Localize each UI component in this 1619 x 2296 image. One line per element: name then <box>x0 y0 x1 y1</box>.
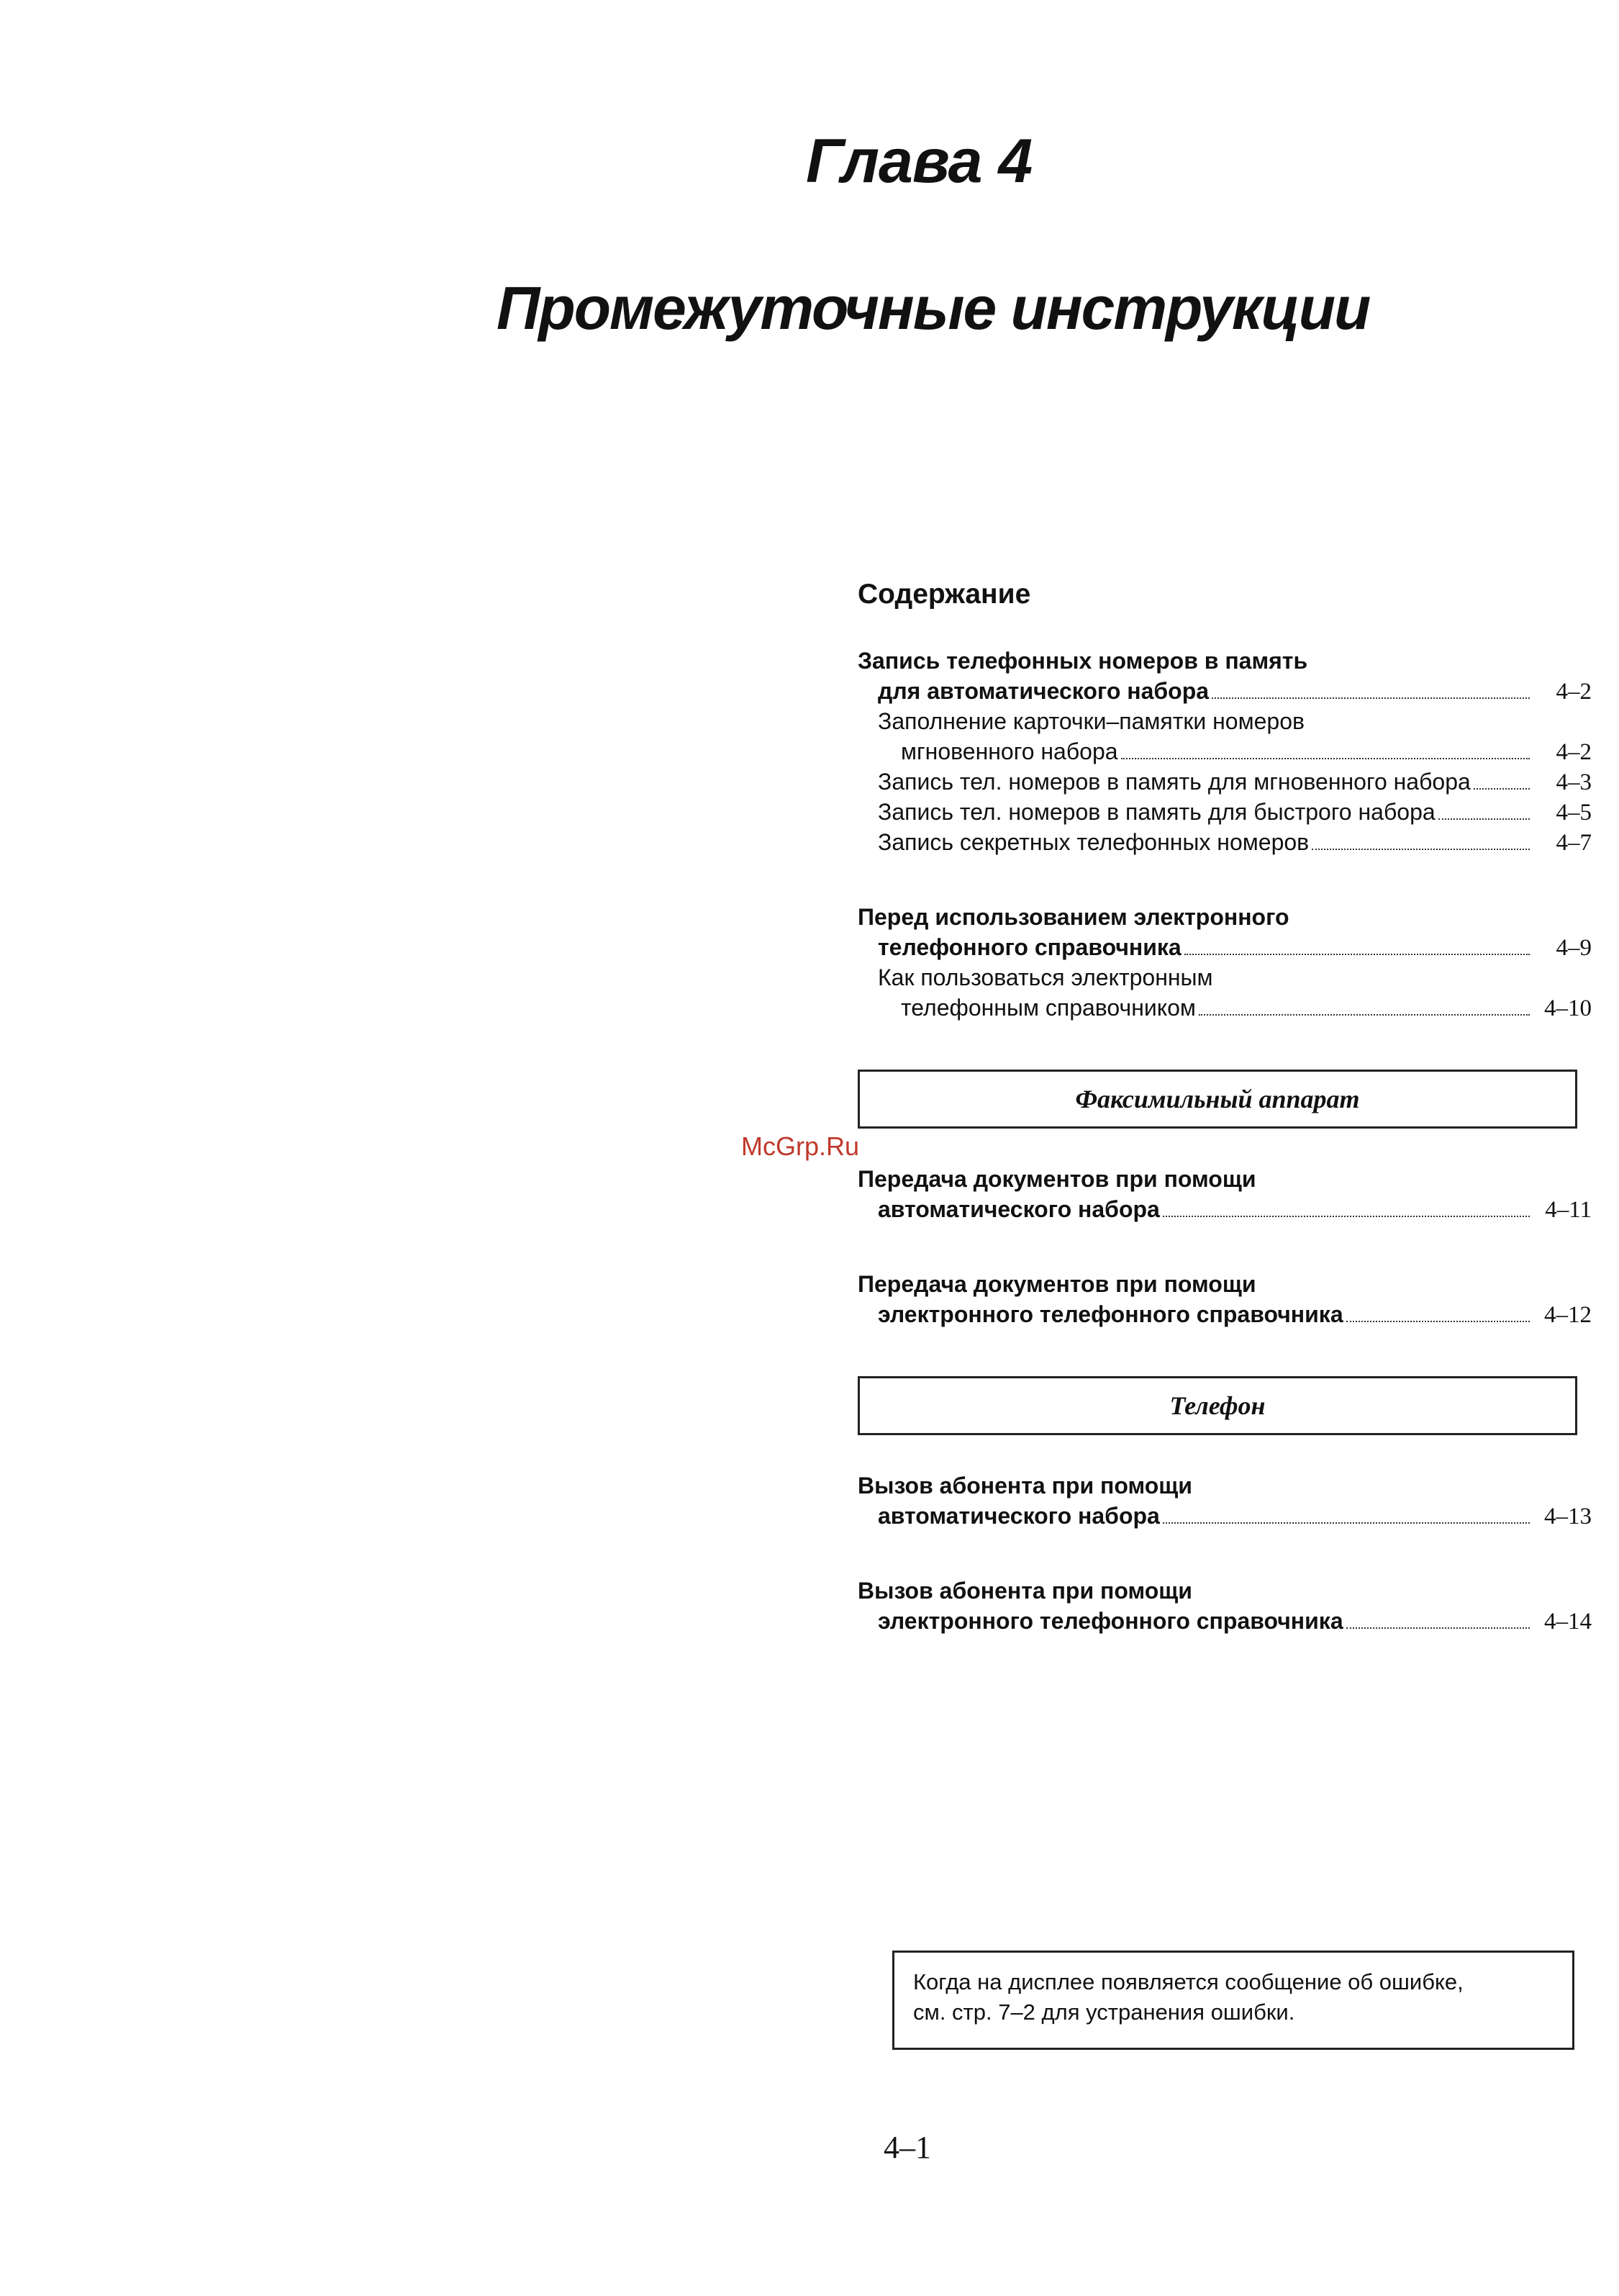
toc-page-number: 4–14 <box>1544 1609 1592 1635</box>
dot-leader <box>1199 1014 1530 1016</box>
toc-page-number: 4–7 <box>1556 830 1592 856</box>
dot-leader <box>1438 818 1530 820</box>
dot-leader <box>1163 1216 1530 1217</box>
toc-subentry-line <box>858 708 1592 738</box>
section-label-fax: Факсимильный аппарат <box>858 1070 1577 1129</box>
toc-subentry-text: телефонным справочником <box>901 995 1196 1021</box>
chapter-title: Промежуточные инструкции <box>496 274 1370 342</box>
dot-leader <box>1312 849 1530 850</box>
note-line: см. стр. 7–2 для устранения ошибки. <box>913 1999 1295 2025</box>
note-line: Когда на дисплее появляется сообщение об ошибке, <box>913 1969 1464 1994</box>
error-note-box <box>892 1951 1574 2050</box>
toc-page-number: 4–5 <box>1556 800 1592 826</box>
toc-entry-text: Вызов абонента при помощи <box>858 1578 1192 1604</box>
dot-leader <box>1212 697 1530 699</box>
chapter-number: Глава 4 <box>806 127 1033 196</box>
toc-subentry-line <box>858 738 1592 769</box>
toc-page-number: 4–11 <box>1545 1197 1592 1223</box>
toc-entry-line <box>858 1301 1592 1332</box>
toc-entry-text: Запись телефонных номеров в память <box>858 648 1308 674</box>
toc-subentry-line <box>858 799 1592 829</box>
toc-entry-line <box>858 678 1592 708</box>
toc-subentry-text: Заполнение карточки–памятки номеров <box>878 708 1305 734</box>
toc-entry-line <box>858 1578 1592 1608</box>
table-of-contents <box>858 648 1592 1683</box>
toc-entry-text: Вызов абонента при помощи <box>858 1473 1192 1499</box>
watermark: McGrp.Ru <box>741 1131 860 1161</box>
toc-subentry-text: Запись тел. номеров в память для мгновенного набора <box>878 769 1471 795</box>
toc-subentry-text: Запись секретных телефонных номеров <box>878 829 1310 855</box>
toc-page-number: 4–12 <box>1544 1302 1592 1328</box>
toc-entry-line <box>858 1271 1592 1301</box>
page-number: 4–1 <box>884 2130 931 2165</box>
toc-entry-line <box>858 1608 1592 1638</box>
toc-entry-text: электронного телефонного справочника <box>878 1301 1343 1327</box>
toc-page-number: 4–13 <box>1544 1504 1592 1529</box>
dot-leader <box>1474 788 1530 790</box>
toc-entry-text: Передача документов при помощи <box>858 1271 1256 1297</box>
toc-entry-line <box>858 1503 1592 1533</box>
toc-subentry-line <box>858 964 1592 995</box>
toc-entry-text: Перед использованием электронного <box>858 904 1289 930</box>
toc-subentry-line <box>858 829 1592 859</box>
dot-leader <box>1346 1627 1530 1629</box>
toc-entry-line <box>858 648 1592 678</box>
dot-leader <box>1163 1522 1530 1524</box>
toc-subentry-line <box>858 995 1592 1025</box>
toc-entry-text: Передача документов при помощи <box>858 1166 1256 1192</box>
toc-entry-line <box>858 1196 1592 1226</box>
toc-heading: Содержание <box>858 579 1031 610</box>
toc-entry-line <box>858 1473 1592 1503</box>
toc-subentry-text: Как пользоваться электронным <box>878 964 1213 990</box>
toc-group <box>858 1578 1592 1638</box>
toc-page-number: 4–2 <box>1556 679 1592 705</box>
toc-subentry-line <box>858 769 1592 799</box>
dot-leader <box>1121 758 1530 759</box>
toc-entry-text: автоматического набора <box>878 1503 1160 1529</box>
toc-group <box>858 904 1592 1025</box>
toc-entry-text: телефонного справочника <box>878 934 1182 960</box>
toc-page-number: 4–9 <box>1556 935 1592 961</box>
toc-entry-line <box>858 934 1592 964</box>
toc-entry-text: для автоматического набора <box>878 678 1210 704</box>
section-label-phone: Телефон <box>858 1376 1577 1435</box>
toc-entry-text: электронного телефонного справочника <box>878 1608 1343 1634</box>
toc-group <box>858 1166 1592 1226</box>
toc-page-number: 4–10 <box>1544 995 1592 1021</box>
toc-entry-line <box>858 904 1592 934</box>
toc-entry-text: автоматического набора <box>878 1196 1160 1222</box>
dot-leader <box>1184 954 1530 955</box>
toc-group <box>858 1473 1592 1533</box>
toc-group <box>858 1271 1592 1332</box>
toc-subentry-text: мгновенного набора <box>901 738 1118 764</box>
toc-page-number: 4–3 <box>1556 769 1592 795</box>
toc-entry-line <box>858 1166 1592 1196</box>
toc-subentry-text: Запись тел. номеров в память для быстрого набора <box>878 799 1436 825</box>
toc-group <box>858 648 1592 859</box>
dot-leader <box>1346 1321 1530 1322</box>
toc-page-number: 4–2 <box>1556 739 1592 765</box>
